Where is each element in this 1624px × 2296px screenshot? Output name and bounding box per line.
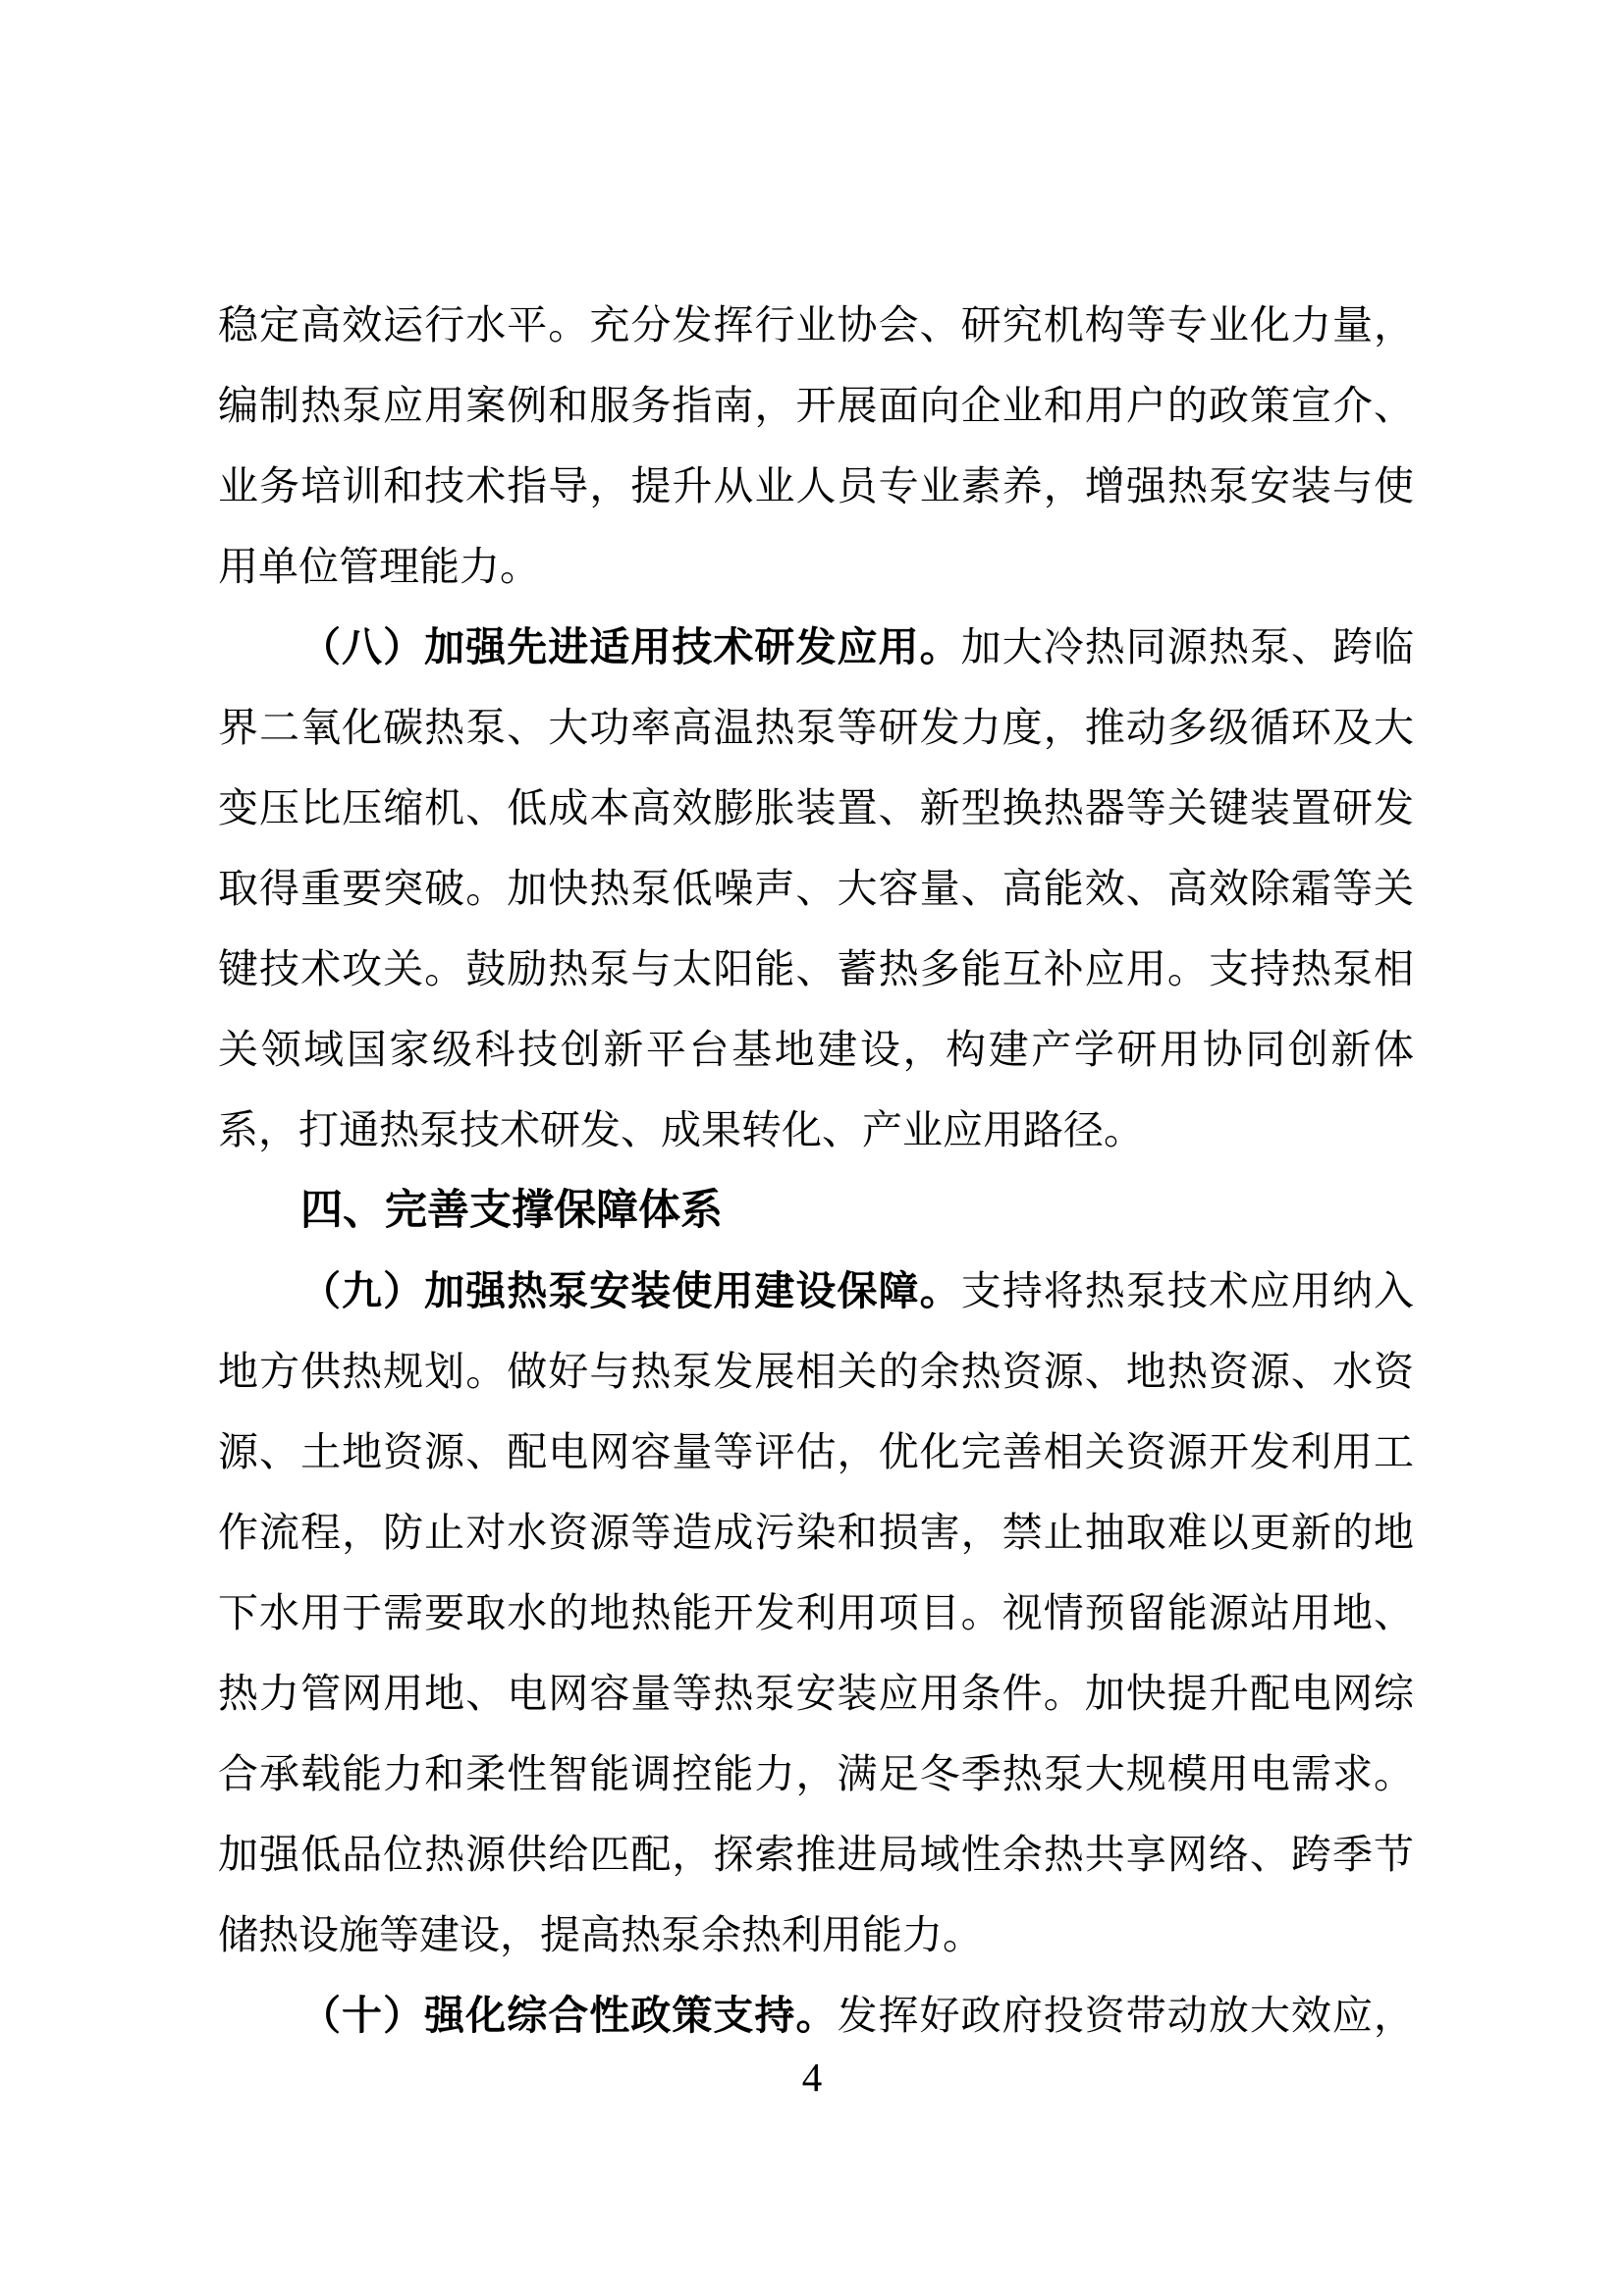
document-line — [218, 446, 1414, 526]
paragraph-text: 作流程，防止对水资源等造成污染和损害，禁止抽取难以更新的地 — [218, 1510, 1414, 1555]
document-line — [218, 526, 1414, 607]
paragraph-text: 变压比压缩机、低成本高效膨胀装置、新型换热器等关键装置研发 — [218, 785, 1414, 830]
paragraph-text: 用单位管理能力。 — [218, 544, 540, 589]
paragraph-text: 系，打通热泵技术研发、成果转化、产业应用路径。 — [218, 1107, 1144, 1152]
document-line — [218, 1251, 1414, 1331]
paragraph-text: 储热设施等建设，提高热泵余热利用能力。 — [218, 1912, 983, 1957]
paragraph-text: 界二氧化碳热泵、大功率高温热泵等研发力度，推动多级循环及大 — [218, 705, 1414, 750]
paragraph-text: 编制热泵应用案例和服务指南，开展面向企业和用户的政策宣介、 — [218, 383, 1414, 428]
paragraph-text: 加强低品位热源供给匹配，探索推进局域性余热共享网络、跨季节 — [218, 1832, 1414, 1877]
document-line — [218, 365, 1414, 446]
document-line — [218, 1653, 1414, 1734]
paragraph-text: 业务培训和技术指导，提升从业人员专业素养，增强热泵安装与使 — [218, 463, 1414, 508]
paragraph-text: 下水用于需要取水的地热能开发利用项目。视情预留能源站用地、 — [218, 1590, 1414, 1635]
paragraph-text: 发挥好政府投资带动放大效应， — [837, 1993, 1414, 2038]
document-line — [218, 1009, 1414, 1090]
document-line — [218, 1412, 1414, 1492]
paragraph-text: 键技术攻关。鼓励热泵与太阳能、蓄热多能互补应用。支持热泵相 — [218, 946, 1414, 991]
document-line — [218, 1090, 1414, 1170]
section-heading — [218, 1170, 1414, 1251]
document-line — [218, 1895, 1414, 1975]
document-line — [218, 768, 1414, 848]
paragraph-text: 合承载能力和柔性智能调控能力，满足冬季热泵大规模用电需求。 — [218, 1751, 1414, 1796]
paragraph-text: 稳定高效运行水平。充分发挥行业协会、研究机构等专业化力量， — [218, 302, 1414, 347]
paragraph-text: 取得重要突破。加快热泵低噪声、大容量、高能效、高效除霜等关 — [218, 866, 1414, 911]
paragraph-text: 支持将热泵技术应用纳入 — [960, 1268, 1414, 1313]
document-line — [218, 1814, 1414, 1895]
paragraph-lead-bold: 四、完善支撑保障体系 — [300, 1187, 723, 1234]
document-line — [218, 1573, 1414, 1653]
document-line — [218, 1734, 1414, 1814]
document-line — [218, 929, 1414, 1009]
document-line — [218, 285, 1414, 365]
document-line — [218, 607, 1414, 687]
paragraph-lead-bold: （八）加强先进适用技术研发应用。 — [300, 624, 961, 669]
paragraph-text: 关领域国家级科技创新平台基地建设，构建产学研用协同创新体 — [218, 1027, 1414, 1072]
document-line — [218, 848, 1414, 929]
document-body — [218, 285, 1414, 2056]
paragraph-text: 加大冷热同源热泵、跨临 — [960, 624, 1414, 669]
paragraph-text: 热力管网用地、电网容量等热泵安装应用条件。加快提升配电网综 — [218, 1671, 1414, 1716]
paragraph-text: 地方供热规划。做好与热泵发展相关的余热资源、地热资源、水资 — [218, 1349, 1414, 1394]
document-line — [218, 687, 1414, 768]
paragraph-lead-bold: （十）强化综合性政策支持。 — [300, 1993, 838, 2038]
paragraph-lead-bold: （九）加强热泵安装使用建设保障。 — [300, 1268, 961, 1313]
page-number: 4 — [801, 2055, 823, 2100]
paragraph-text: 源、土地资源、配电网容量等评估，优化完善相关资源开发利用工 — [218, 1429, 1414, 1474]
document-line — [218, 1492, 1414, 1573]
document-line — [218, 1331, 1414, 1412]
document-line — [218, 1975, 1414, 2056]
